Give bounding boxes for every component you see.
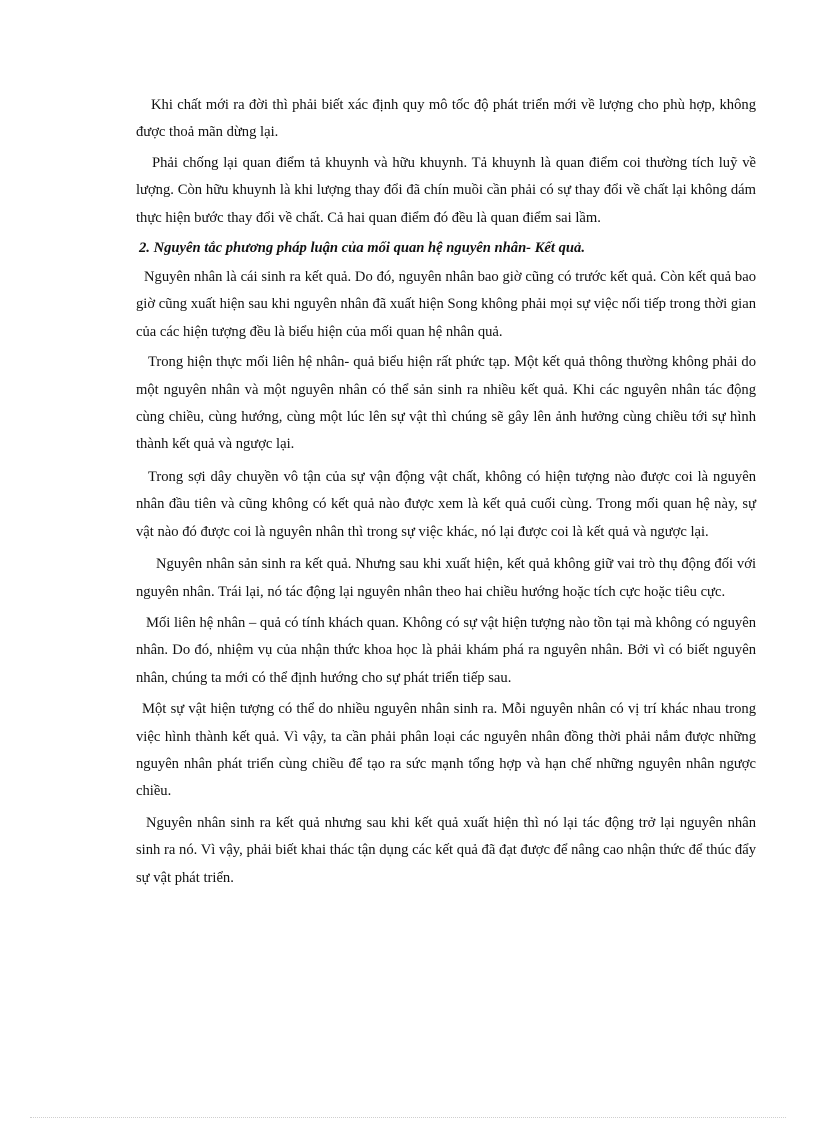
paragraph-complex-causality: Trong hiện thực mối liên hệ nhân- quả biểu hiện rất phức tạp. Một kết quả thông thường không phải do một nguyên nhân và một nguyên nhân có thể sản sinh ra nhiều kết quả. Khi các nguyên nhân tác động cùng chiều, cùng hướng, cùng một lúc lên sự vật thì chúng sẽ gây lên ảnh hưởng cùng chiều tới sự hình thành kết quả và ngược lại. — [136, 354, 756, 453]
document-page — [136, 92, 756, 892]
paragraph-objective-causality: Mối liên hệ nhân – quả có tính khách quan. Không có sự vật hiện tượng nào tồn tại mà không có nguyên nhân. Do đó, nhiệm vụ của nhận thức khoa học là phải khám phá ra nguyên nhân. Bởi vì có biết nguyên nhân, chúng ta mới có thể định hướng cho sự phát triển tiếp sau. — [136, 614, 757, 686]
paragraph-endless-chain: Trong sợi dây chuyền vô tận của sự vận động vật chất, không có hiện tượng nào được coi là nguyên nhân đầu tiên và cũng không có kết quả nào được xem là kết quả cuối cùng. Trong mối quan hệ này, sự vật nào đó được coi là nguyên nhân thì trong sự việc khác, nó lại được coi là kết quả và ngược lại. — [136, 468, 756, 540]
section-heading: 2. Nguyên tắc phương pháp luận của mối quan hệ nguyên nhân- Kết quả. — [139, 240, 585, 257]
paragraph-multiple-causes: Một sự vật hiện tượng có thể do nhiều nguyên nhân sinh ra. Mỗi nguyên nhân có vị trí khác nhau trong việc hình thành kết quả. Vì vậy, ta cần phải phân loại các nguyên nhân đồng thời phải nắm được những nguyên nhân phát triển cùng chiều để tạo ra sức mạnh tổng hợp và hạn chế những nguyên nhân ngược chiều. — [136, 701, 756, 800]
paragraph-exploit-results: Nguyên nhân sinh ra kết quả nhưng sau khi kết quả xuất hiện thì nó lại tác động trở lại nguyên nhân sinh ra nó. Vì vậy, phải biết khai thác tận dụng các kết quả đã đạt được để nâng cao nhận thức để thúc đẩy sự vật phát triển. — [136, 814, 756, 886]
page-bottom-divider — [30, 1117, 786, 1118]
paragraph-new-quality: Khi chất mới ra đời thì phải biết xác định quy mô tốc độ phát triển mới về lượng cho phù hợp, không được thoả mãn dừng lại. — [136, 97, 756, 141]
paragraph-cause-produces-effect: Nguyên nhân là cái sinh ra kết quả. Do đó, nguyên nhân bao giờ cũng có trước kết quả. Còn kết quả bao giờ cũng xuất hiện sau khi nguyên nhân đã xuất hiện Song không phải mọi sự việc nối tiếp trong thời gian của các hiện tượng đều là biểu hiện của mối quan hệ nhân quả. — [136, 269, 756, 340]
paragraph-effect-feedback: Nguyên nhân sản sinh ra kết quả. Nhưng sau khi xuất hiện, kết quả không giữ vai trò thụ động đối với nguyên nhân. Trái lại, nó tác động lại nguyên nhân theo hai chiều hướng hoặc tích cực hoặc tiêu cực. — [136, 556, 756, 600]
paragraph-left-right-deviation: Phải chống lại quan điểm tả khuynh và hữu khuynh. Tả khuynh là quan điểm coi thường tích luỹ về lượng. Còn hữu khuynh là khi lượng thay đổi đã chín muồi cần phải có sự thay đổi về chất lại không dám thực hiện bước thay đổi về chất. Cả hai quan điểm đó đều là quan điểm sai lầm. — [136, 154, 756, 226]
